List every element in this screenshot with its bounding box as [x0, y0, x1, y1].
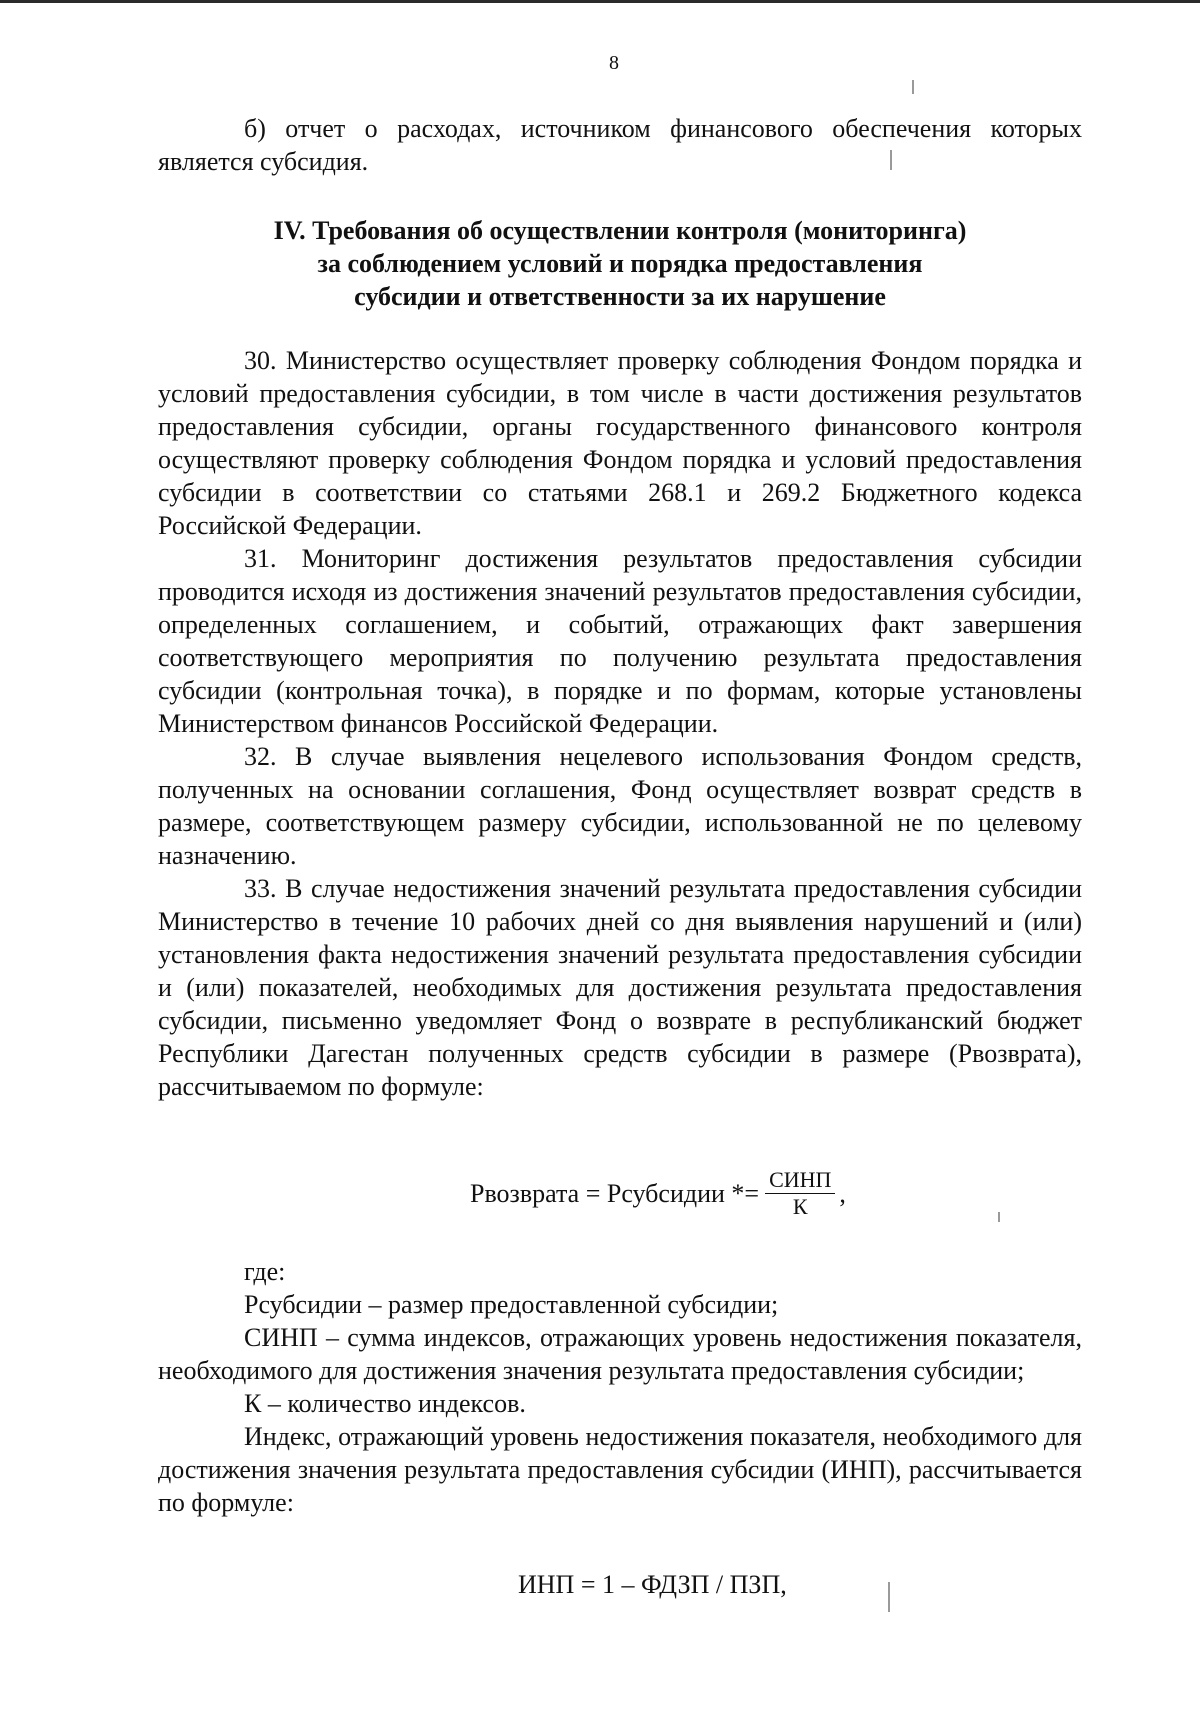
definitions-block	[158, 1255, 1082, 1519]
paragraph-30: 30. Министерство осуществляет проверку соблюдения Фондом порядка и условий предоставления субсидии, в том числе в части достижения результатов предоставления субсидии, органы государственного финансового контроля осуществляют проверку соблюдения Фондом порядка и условий предоставления субсидии в соответствии со статьями 268.1 и 269.2 Бюджетного кодекса Российской Федерации.	[158, 346, 1082, 540]
definition-k: К – количество индексов.	[244, 1389, 526, 1418]
paragraph-32: 32. В случае выявления нецелевого использования Фондом средств, полученных на основании соглашения, Фонд осуществляет возврат средств в размере, соответствующем размеру субсидии, использованной не по целевому назначению.	[158, 742, 1082, 870]
main-paragraphs	[158, 344, 1082, 1103]
refund-formula	[470, 1167, 846, 1220]
scan-mark	[998, 1212, 1000, 1222]
intro-paragraph: б) отчет о расходах, источником финансового обеспечения которых является субсидия.	[158, 114, 1082, 176]
definition-sinp: СИНП – сумма индексов, отражающих уровень недостижения показателя, необходимого для достижения значения результата предоставления субсидии;	[158, 1323, 1082, 1385]
refund-formula-trailing: ,	[839, 1178, 846, 1208]
scan-mark	[890, 150, 892, 170]
refund-formula-denominator: К	[792, 1194, 808, 1219]
section-heading-line-2: за соблюдением условий и порядка предоставления	[317, 249, 923, 278]
refund-formula-lhs: Рвозврата = Рсубсидии *=	[470, 1178, 760, 1208]
scan-top-edge	[0, 0, 1200, 3]
paragraph-31: 31. Мониторинг достижения результатов предоставления субсидии проводится исходя из достижения значений результатов предоставления субсидии, определенных соглашением, и событий, отражающих факт завершения соответствующего мероприятия по получению результата предоставления субсидии (контрольная точка), в порядке и по формам, которые установлены Министерством финансов Российской Федерации.	[158, 544, 1082, 738]
definition-rsubsidii: Рсубсидии – размер предоставленной субсидии;	[244, 1290, 779, 1319]
index-formula: ИНП = 1 – ФДЗП / ПЗП,	[518, 1570, 787, 1599]
section-heading	[158, 214, 1082, 313]
page-number: 8	[609, 52, 619, 74]
where-label: где:	[244, 1257, 286, 1286]
refund-formula-numerator: СИНП	[765, 1167, 835, 1194]
scan-mark	[912, 80, 914, 94]
definition-inp: Индекс, отражающий уровень недостижения показателя, необходимого для достижения значения результата предоставления субсидии (ИНП), рассчитывается по формуле:	[158, 1422, 1082, 1517]
paragraph-33: 33. В случае недостижения значений результата предоставления субсидии Министерство в течение 10 рабочих дней со дня выявления нарушений и (или) установления факта недостижения значений результата предоставления субсидии и (или) показателей, необходимых для достижения результата предоставления субсидии, письменно уведомляет Фонд о возврате в республиканский бюджет Республики Дагестан полученных средств субсидии в размере (Рвозврата), рассчитываемом по формуле:	[158, 874, 1082, 1101]
intro-block	[158, 112, 1082, 178]
scan-mark	[888, 1582, 890, 1612]
section-heading-line-1: IV. Требования об осуществлении контроля (мониторинга)	[273, 216, 967, 245]
section-heading-line-3: субсидии и ответственности за их нарушение	[354, 282, 886, 311]
refund-formula-fraction	[765, 1167, 835, 1220]
